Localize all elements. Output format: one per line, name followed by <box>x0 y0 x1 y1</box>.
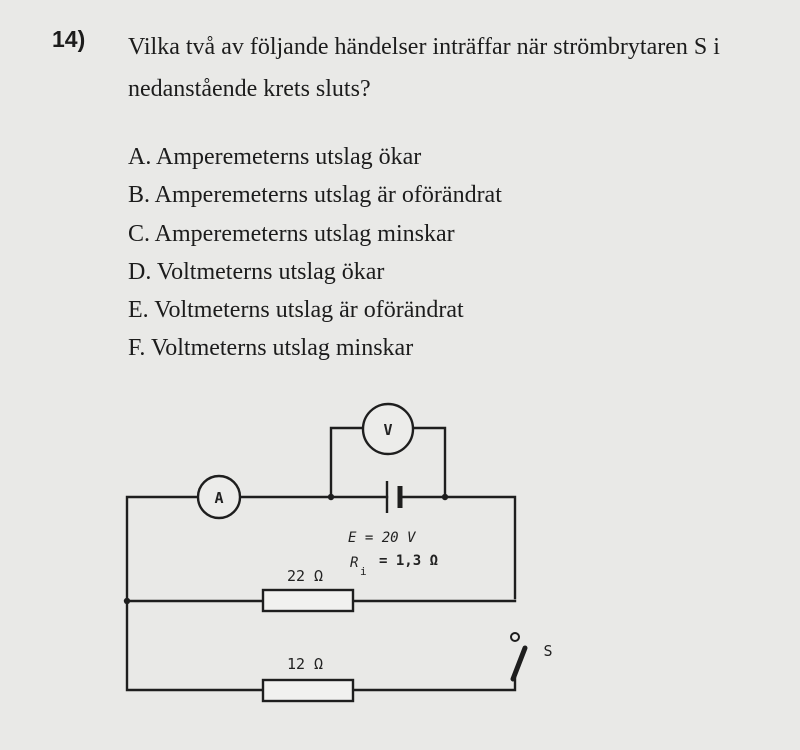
resistor-12-ohm <box>263 680 353 701</box>
switch-contact-top <box>511 633 519 641</box>
internal-resistance-value: = 1,3 Ω <box>379 553 439 569</box>
emf-label: E = 20 V <box>348 530 416 546</box>
junction-dot <box>328 494 334 500</box>
voltmeter-label: V <box>383 421 393 439</box>
wire-top-left <box>127 497 198 601</box>
resistor-22-ohm <box>263 590 353 611</box>
ammeter-label: A <box>214 489 224 507</box>
wire-battery-right <box>400 497 515 598</box>
option-b: B. Amperemeterns utslag är oförändrat <box>128 182 502 209</box>
question-number: 14) <box>52 26 86 52</box>
internal-resistance-symbol: R <box>350 555 359 571</box>
junction-dot <box>442 494 448 500</box>
option-e: E. Voltmeterns utslag är oförändrat <box>128 297 464 324</box>
resistor-top-label: 22 Ω <box>286 567 324 585</box>
junction-dot <box>124 598 130 604</box>
wire-bottom-branch <box>127 601 515 690</box>
resistor-bottom-label: 12 Ω <box>286 655 324 673</box>
option-f: F. Voltmeterns utslag minskar <box>128 335 414 362</box>
option-c: C. Amperemeterns utslag minskar <box>128 220 455 247</box>
switch-lever <box>513 648 525 679</box>
question-text: Vilka två av följande händelser inträffar när strömbrytaren S i nedanstående krets sluts? <box>128 34 720 102</box>
battery-symbol <box>387 481 400 513</box>
option-d: D. Voltmeterns utslag ökar <box>128 258 385 285</box>
option-a: A. Amperemeterns utslag ökar <box>128 144 422 170</box>
internal-resistance-subscript: i <box>360 565 367 578</box>
switch-label: S <box>543 642 553 660</box>
